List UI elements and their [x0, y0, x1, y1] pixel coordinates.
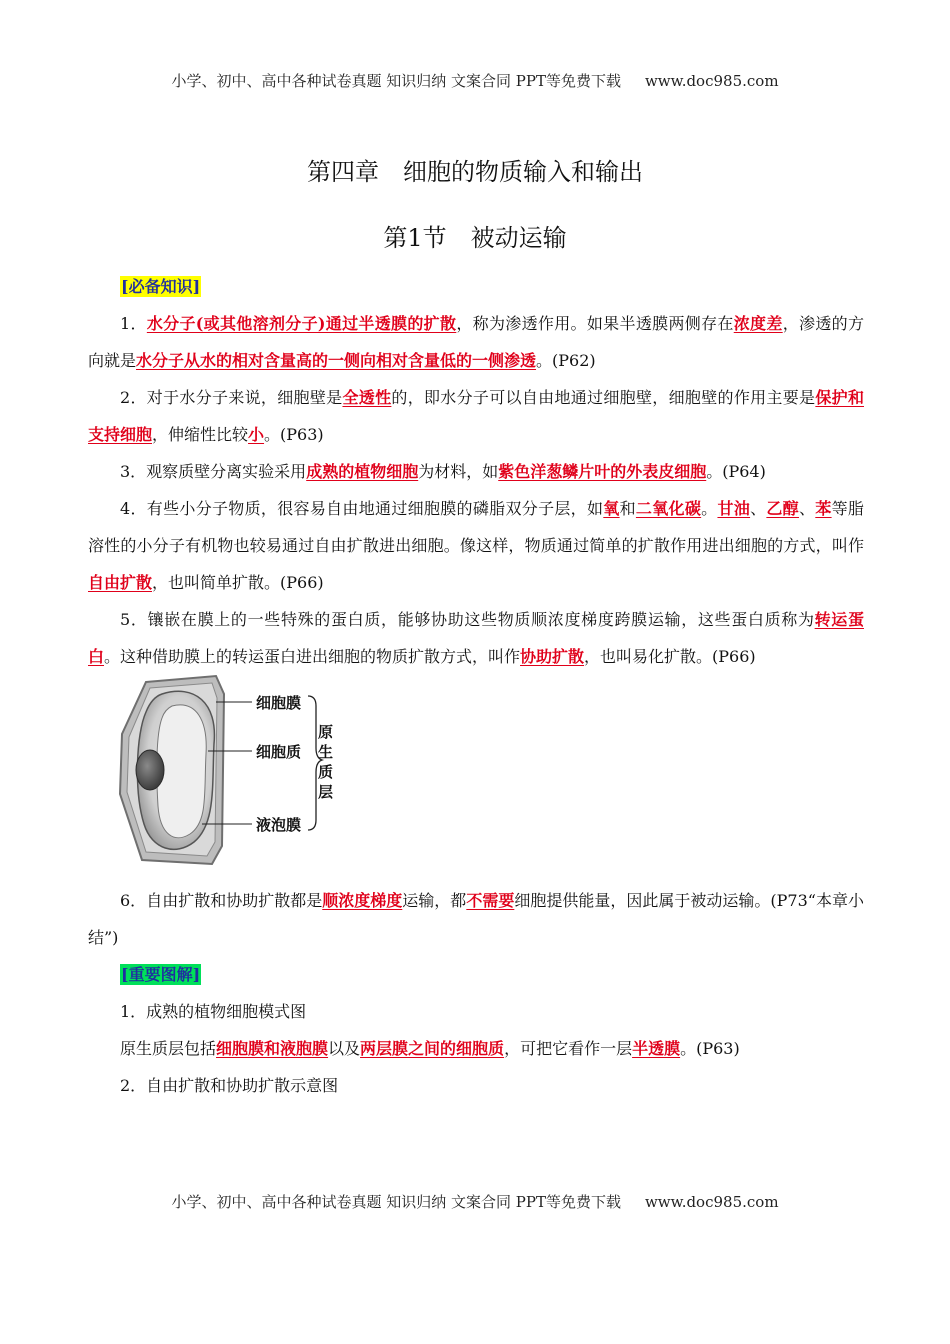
plant-cell-figure — [116, 674, 366, 866]
key-term: 细胞膜和液胞膜 — [216, 1039, 329, 1058]
important-diagrams-tag: [重要图解] — [121, 965, 201, 984]
key-term: 紫色洋葱鳞片叶的外表皮细胞 — [498, 462, 707, 481]
diagram-item-1-text: 原生质层包括细胞膜和液胞膜以及两层膜之间的细胞质，可把它看作一层半透膜。(P63) — [120, 1039, 740, 1058]
key-term: 苯 — [815, 499, 832, 518]
diagram-item-2: 2．自由扩散和协助扩散示意图 — [120, 1076, 339, 1095]
footer-text: 小学、初中、高中各种试卷真题 知识归纳 文案合同 PPT等免费下载 — [171, 1193, 621, 1211]
key-term: 二氧化碳 — [635, 499, 702, 518]
key-term: 半透膜 — [632, 1039, 681, 1058]
key-term: 成熟的植物细胞 — [306, 462, 419, 481]
page-footer — [0, 1191, 950, 1212]
key-term: 转运蛋白 — [88, 610, 864, 666]
key-term: 顺浓度梯度 — [322, 891, 403, 910]
knowledge-block — [88, 268, 864, 675]
key-term: 全透性 — [342, 388, 392, 407]
key-term: 氧 — [603, 499, 620, 518]
page-header — [0, 70, 950, 91]
section-heading-diagrams — [88, 956, 864, 993]
diagram-item-1: 1．成熟的植物细胞模式图 — [120, 1002, 307, 1021]
key-term: 水分子(或其他溶剂分子)通过半透膜的扩散 — [146, 314, 457, 333]
paragraph-4: 4．有些小分子物质，很容易自由地通过细胞膜的磷脂双分子层，如氧和二氧化碳。甘油、乙醇、苯等脂溶性的小分子有机物也较易通过自由扩散进出细胞。像这样，物质通过简单的扩散作用进出细胞的方式，叫作自由扩散，也叫简单扩散。(P66) — [88, 499, 864, 592]
header-text: 小学、初中、高中各种试卷真题 知识归纳 文案合同 PPT等免费下载 — [171, 72, 621, 90]
paragraph-1: 1．水分子(或其他溶剂分子)通过半透膜的扩散，称为渗透作用。如果半透膜两侧存在浓度差，渗透的方向就是水分子从水的相对含量高的一侧向相对含量低的一侧渗透。(P62) — [88, 314, 864, 370]
chapter-title: 第四章 细胞的物质输入和输出 — [307, 158, 643, 186]
key-term: 两层膜之间的细胞质 — [360, 1039, 505, 1058]
cytoplasm-label: 细胞质 — [256, 743, 302, 761]
key-term: 不需要 — [466, 891, 515, 910]
required-knowledge-tag: [必备知识] — [121, 277, 201, 296]
paragraph-5: 5．镶嵌在膜上的一些特殊的蛋白质，能够协助这些物质顺浓度梯度跨膜运输，这些蛋白质称为转运蛋白。这种借助膜上的转运蛋白进出细胞的物质扩散方式，叫作协助扩散，也叫易化扩散。(P66) — [88, 610, 864, 666]
key-term: 乙醇 — [766, 499, 799, 518]
knowledge-block-2 — [88, 882, 864, 1104]
key-term: 小 — [248, 425, 265, 444]
section-title: 第1节 被动运输 — [383, 224, 567, 252]
key-term: 甘油 — [717, 499, 751, 518]
vacuole-membrane-label: 液泡膜 — [256, 816, 302, 834]
key-term: 保护和支持细胞 — [88, 388, 864, 444]
key-term: 自由扩散 — [88, 573, 153, 592]
paragraph-6: 6．自由扩散和协助扩散都是顺浓度梯度运输，都不需要细胞提供能量，因此属于被动运输。(P73“本章小结”) — [88, 891, 864, 947]
paragraph-2: 2．对于水分子来说，细胞壁是全透性的，即水分子可以自由地通过细胞壁，细胞壁的作用主要是保护和支持细胞，伸缩性比较小。(P63) — [88, 388, 864, 444]
key-term: 水分子从水的相对含量高的一侧向相对含量低的一侧渗透 — [136, 351, 537, 370]
protoplast-layer-label: 原 生 质 层 — [318, 723, 334, 801]
cell-membrane-label: 细胞膜 — [256, 694, 302, 712]
paragraph-3: 3．观察质壁分离实验采用成熟的植物细胞为材料，如紫色洋葱鳞片叶的外表皮细胞。(P64) — [120, 462, 766, 481]
header-url[interactable]: www.doc985.com — [644, 72, 779, 90]
footer-url[interactable]: www.doc985.com — [644, 1193, 779, 1211]
section-heading-required — [88, 268, 864, 305]
key-term: 协助扩散 — [520, 647, 585, 666]
key-term: 浓度差 — [733, 314, 783, 333]
